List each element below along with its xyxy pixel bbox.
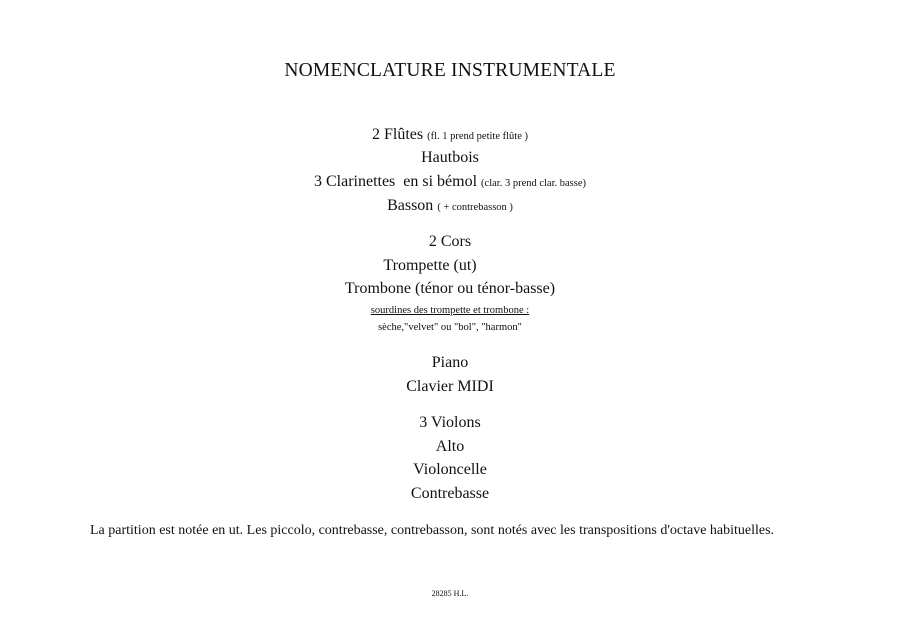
page-title: NOMENCLATURE INSTRUMENTALE [284, 60, 616, 81]
viola-line: Alto [435, 438, 465, 455]
flutes-note: (fl. 1 prend petite flûte ) [427, 131, 528, 142]
midi-keyboard-line: Clavier MIDI [406, 378, 494, 395]
violins-line: 3 Violons [419, 414, 481, 431]
double-bass-line: Contrebasse [410, 485, 490, 502]
bassoon-line [0, 197, 900, 215]
flutes-line [0, 126, 900, 144]
trombone-line: Trombone (ténor ou ténor-basse) [344, 280, 556, 297]
cello-line: Violoncelle [413, 461, 487, 478]
transposition-footnote: La partition est notée en ut. Les piccolo, contrebasse, contrebasson, sont notés avec les transpositions d'octave habituelles. [90, 523, 775, 538]
mutes-list: sèche,"velvet" ou "bol", "harmon" [378, 322, 522, 333]
oboe-line: Hautbois [421, 149, 479, 166]
flutes-label: 2 Flûtes [371, 126, 424, 143]
mutes-heading: sourdines des trompette et trombone : [370, 305, 530, 316]
trumpet-line: Trompette (ut) [383, 257, 477, 274]
piano-line: Piano [431, 354, 469, 371]
bassoon-label: Basson [387, 197, 434, 214]
publisher-reference: 28285 H.L. [431, 589, 469, 598]
clarinets-label: 3 Clarinettes en si bémol [313, 173, 478, 190]
clarinets-line [0, 173, 900, 191]
bassoon-note: ( + contrebasson ) [437, 202, 513, 213]
clarinets-note: (clar. 3 prend clar. basse) [481, 178, 587, 189]
horns-line: 2 Cors [428, 233, 472, 250]
